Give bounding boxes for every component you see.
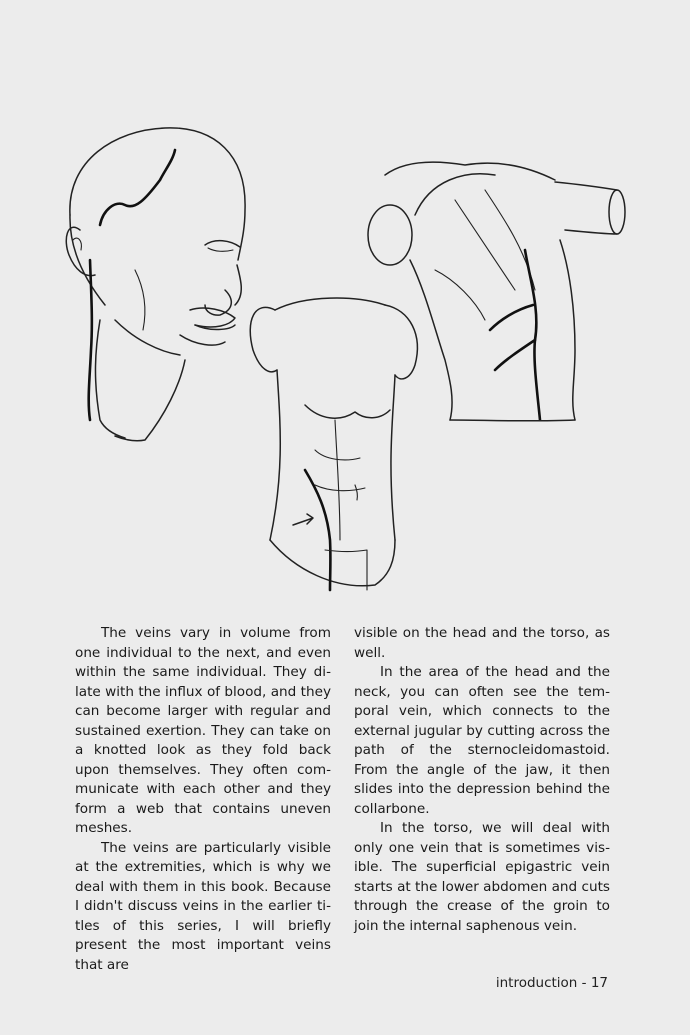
paragraph: The veins vary in volume from one individual to the next, and even within the same individual. They di-late with the influx of blood, and they can become larger with regular and sustained exertion. They can take on a knotted look as they fold back upon themselves. They often com-municate with each other and they form a web that contains uneven meshes. [75, 625, 331, 836]
right-column [354, 624, 610, 936]
paragraph: The veins are particularly visible at the extremities, which is why we deal with them in this book. Because I didn't discuss veins in the earlier ti-tles of this series, I will briefly present the most important veins that are [75, 839, 331, 973]
head-sketch [66, 128, 245, 441]
vein-sketches [55, 120, 640, 610]
back-torso-sketch [368, 162, 625, 421]
paragraph: visible on the head and the torso, as well. [354, 625, 610, 661]
front-torso-sketch [250, 298, 417, 590]
paragraph: In the torso, we will deal with only one vein that is sometimes vis-ible. The superficial epigastric vein starts at the lower abdomen and cuts through the crease of the groin to join the internal saphenous vein. [354, 820, 611, 934]
left-column [75, 624, 331, 975]
anatomy-illustration [55, 120, 640, 610]
paragraph: In the area of the head and the neck, you can often see the tem-poral vein, which connects to the external jugular by cutting across the path of the sternocleidomastoid. From the angle of the jaw, it then slides into the depression behind the collarbone. [354, 664, 610, 817]
page-footer: introduction - 17 [495, 975, 608, 991]
